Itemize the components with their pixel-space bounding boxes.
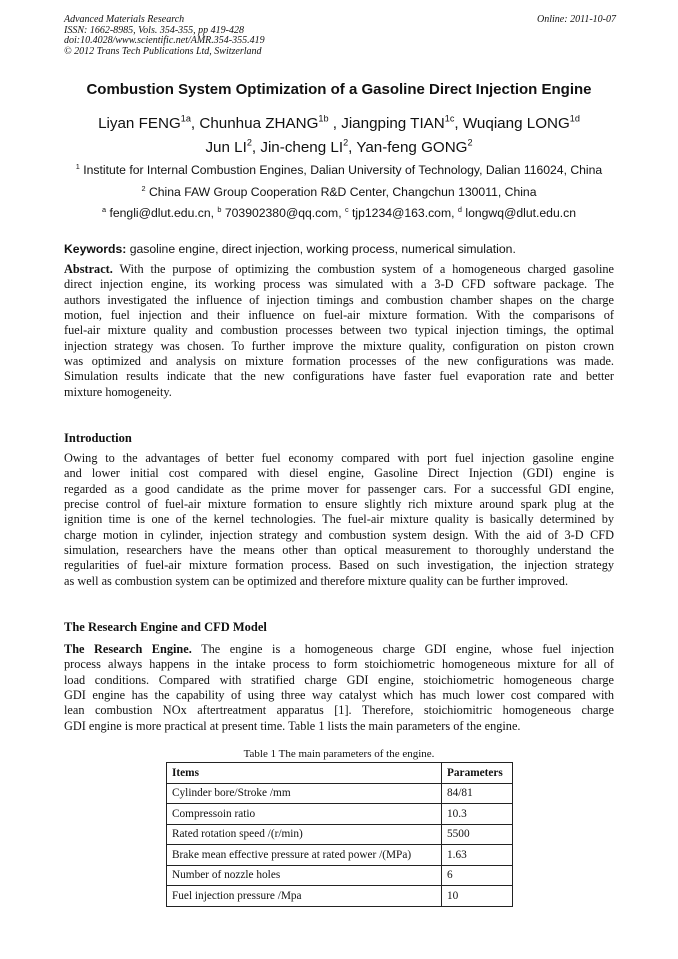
- journal-name: Advanced Materials Research: [64, 14, 185, 25]
- text-line: [64, 466, 614, 481]
- text-line: [64, 512, 614, 527]
- table-row: [167, 804, 513, 825]
- author-sup: 1d: [569, 113, 580, 124]
- item-cell: Rated rotation speed /(r/min): [167, 824, 442, 845]
- email-line: [0, 206, 678, 220]
- text-line: [64, 262, 614, 277]
- email: longwq@dlut.edu.cn: [461, 206, 576, 220]
- text-line: [64, 497, 614, 512]
- text-line: [64, 574, 614, 589]
- text-line: [64, 482, 614, 497]
- author-line-1: [0, 115, 678, 132]
- author-separator: ,: [328, 115, 342, 132]
- line-text: process always happens in the intake process to form stoichiometric homogeneous mixture for all of: [64, 657, 614, 672]
- line-text: The engine is a homogeneous charge GDI engine, whose fuel injection: [191, 642, 615, 656]
- author-name: Yan-feng GONG: [356, 139, 468, 156]
- line-text: charge motion in cylinder, injection strategy and combustion system design. With the aid of 3-D CFD: [64, 527, 614, 542]
- author-sup: 2: [343, 137, 349, 148]
- author-name: Jin-cheng LI: [260, 139, 344, 156]
- column-header: Parameters: [442, 763, 513, 784]
- text-line: [64, 339, 614, 354]
- item-cell: Brake mean effective pressure at rated power /(MPa): [167, 845, 442, 866]
- text-line: [64, 688, 614, 703]
- section-heading: The Research Engine and CFD Model: [64, 620, 267, 634]
- author-sup: 1b: [318, 113, 329, 124]
- text-line: [64, 277, 614, 292]
- author-name: Jun LI: [205, 139, 247, 156]
- text-line: [64, 642, 614, 657]
- affiliation-sup: 1: [75, 161, 80, 171]
- line-text: Simulation results indicate that the new configurations have faster fuel evaporation rate and better: [64, 369, 614, 384]
- text-line: [64, 354, 614, 369]
- value-cell: 5500: [442, 824, 513, 845]
- copyright: © 2012 Trans Tech Publications Ltd, Switzerland: [64, 45, 262, 57]
- text-line: [64, 719, 614, 734]
- text-line: [64, 385, 614, 400]
- line-text: fuel-air mixture quality and combustion processes between two typical injection timings, the optimal: [64, 323, 614, 338]
- online-date: Online: 2011-10-07: [537, 14, 616, 25]
- line-text: With the purpose of optimizing the combustion system of a homogeneous charged gasoline: [112, 262, 614, 276]
- text-line: [64, 528, 614, 543]
- text-line: [64, 657, 614, 672]
- author-separator: ,: [454, 115, 463, 132]
- paragraph-lead: The Research Engine.: [64, 642, 192, 656]
- paper-title: Combustion System Optimization of a Gasoline Direct Injection Engine: [86, 81, 592, 98]
- email-sup: d: [457, 204, 462, 214]
- keywords-text: gasoline engine, direct injection, working process, numerical simulation.: [126, 242, 516, 256]
- value-cell: 10.3: [442, 804, 513, 825]
- email-sup: a: [102, 204, 107, 214]
- text-line: [64, 451, 614, 466]
- author-sup: 1a: [180, 113, 191, 124]
- author-name: Chunhua ZHANG: [199, 115, 319, 132]
- author-sup: 1c: [444, 113, 455, 124]
- line-text: direct injection engine, its working process was simulated with a 3-D CFD software package. The: [64, 277, 614, 292]
- email: tjp1234@163.com,: [348, 206, 458, 220]
- line-text: simulation, researchers have the means other than optical measurement to thoroughly understand the: [64, 543, 614, 558]
- line-text: authors investigated the influence of injection timings and combustion chamber shapes on the charge: [64, 292, 614, 307]
- affiliation-1: [0, 163, 678, 177]
- keywords: [64, 242, 516, 256]
- author-separator: ,: [190, 115, 200, 132]
- text-line: [64, 293, 614, 308]
- author-name: Liyan FENG: [98, 115, 181, 132]
- email: 703902380@qq.com,: [221, 206, 345, 220]
- table-row: [167, 886, 513, 907]
- table-row: [167, 845, 513, 866]
- line-text: GDI engine is more practical at present time. Table 1 lists the main parameters of the engine.: [64, 718, 521, 733]
- item-cell: Cylinder bore/Stroke /mm: [167, 783, 442, 804]
- value-cell: 1.63: [442, 845, 513, 866]
- email: fengli@dlut.edu.cn,: [106, 206, 218, 220]
- author-separator: ,: [348, 139, 357, 156]
- line-text: injection strategy was chosen. To further improve the mixture quality, configuration on piston crown: [64, 338, 614, 353]
- table-header-row: [167, 763, 513, 784]
- paragraph-lead: Abstract.: [64, 262, 113, 276]
- author-sup: 2: [246, 137, 252, 148]
- text-line: [64, 323, 614, 338]
- item-cell: Number of nozzle holes: [167, 865, 442, 886]
- parameters-table: [166, 762, 513, 907]
- affiliation-text: Institute for Internal Combustion Engines, Dalian University of Technology, Dalian 116024, China: [79, 163, 603, 177]
- line-text: as well as combustion system can be optimized and therefore mixture quality can be further improved.: [64, 573, 569, 588]
- keywords-label: Keywords:: [64, 242, 127, 256]
- email-sup: b: [217, 204, 222, 214]
- table-row: [167, 824, 513, 845]
- email-sup: c: [344, 204, 349, 214]
- value-cell: 10: [442, 886, 513, 907]
- text-line: [64, 308, 614, 323]
- line-text: regularities of fuel-air mixture formation process. Based on such investigation, the injection strategy: [64, 558, 614, 573]
- text-line: [64, 673, 614, 688]
- abstract: [64, 262, 614, 400]
- line-text: motion, fuel injection and their influence on fuel-air mixture formation. With the comparisons of: [64, 308, 614, 323]
- column-header: Items: [167, 763, 442, 784]
- value-cell: 6: [442, 865, 513, 886]
- introduction-paragraph: [64, 451, 614, 589]
- text-line: [64, 369, 614, 384]
- affiliation-text: China FAW Group Cooperation R&D Center, Changchun 130011, China: [145, 185, 537, 199]
- value-cell: 84/81: [442, 783, 513, 804]
- line-text: Owing to the advantages of better fuel economy compared with port fuel injection gasoline engine: [64, 451, 614, 465]
- line-text: precise control of fuel-air mixture formation to ensure slightly rich mixture around spark plug at the: [64, 497, 614, 512]
- affiliation-2: [0, 185, 678, 199]
- line-text: and lower initial cost compared with diesel engine, Gasoline Direct Injection (GDI) engine is: [64, 466, 614, 481]
- table-caption: Table 1 The main parameters of the engine.: [243, 748, 435, 760]
- issn: ISSN: 1662-8985, Vols. 354-355, pp 419-428: [64, 24, 244, 36]
- doi: doi:10.4028/www.scientific.net/AMR.354-355.419: [64, 35, 265, 47]
- line-text: regarded as a good candidate as the prime mover for passenger cars. For a successful GDI engine,: [64, 481, 614, 496]
- line-text: mixture homogeneity.: [64, 384, 172, 399]
- author-line-2: [0, 139, 678, 156]
- line-text: lean combustion NOx aftertreatment apparatus [1]. Therefore, stoichiomitric homogeneous charge: [64, 703, 614, 718]
- table-row: [167, 783, 513, 804]
- text-line: [64, 558, 614, 573]
- introduction-heading: Introduction: [64, 431, 132, 445]
- table-row: [167, 865, 513, 886]
- line-text: load conditions. Compared with stratified charge GDI engine, stoichiometric homogeneous charge: [64, 672, 614, 687]
- affiliation-sup: 2: [141, 183, 146, 193]
- line-text: GDI engine has the capability of using three way catalyst which has much lower cost compared with: [64, 688, 614, 703]
- text-line: [64, 703, 614, 718]
- research-engine-paragraph: [64, 642, 614, 734]
- line-text: was optimized and analysis on mixture formation processes of the new configurations was made.: [64, 354, 614, 369]
- line-text: ignition time is one of the kernel technologies. The fuel-air mixture quality is basically determined by: [64, 512, 614, 527]
- item-cell: Compressoin ratio: [167, 804, 442, 825]
- author-sup: 2: [467, 137, 473, 148]
- item-cell: Fuel injection pressure /Mpa: [167, 886, 442, 907]
- author-name: Jiangping TIAN: [341, 115, 445, 132]
- text-line: [64, 543, 614, 558]
- author-name: Wuqiang LONG: [462, 115, 570, 132]
- journal-header: [64, 15, 265, 57]
- author-separator: ,: [251, 139, 261, 156]
